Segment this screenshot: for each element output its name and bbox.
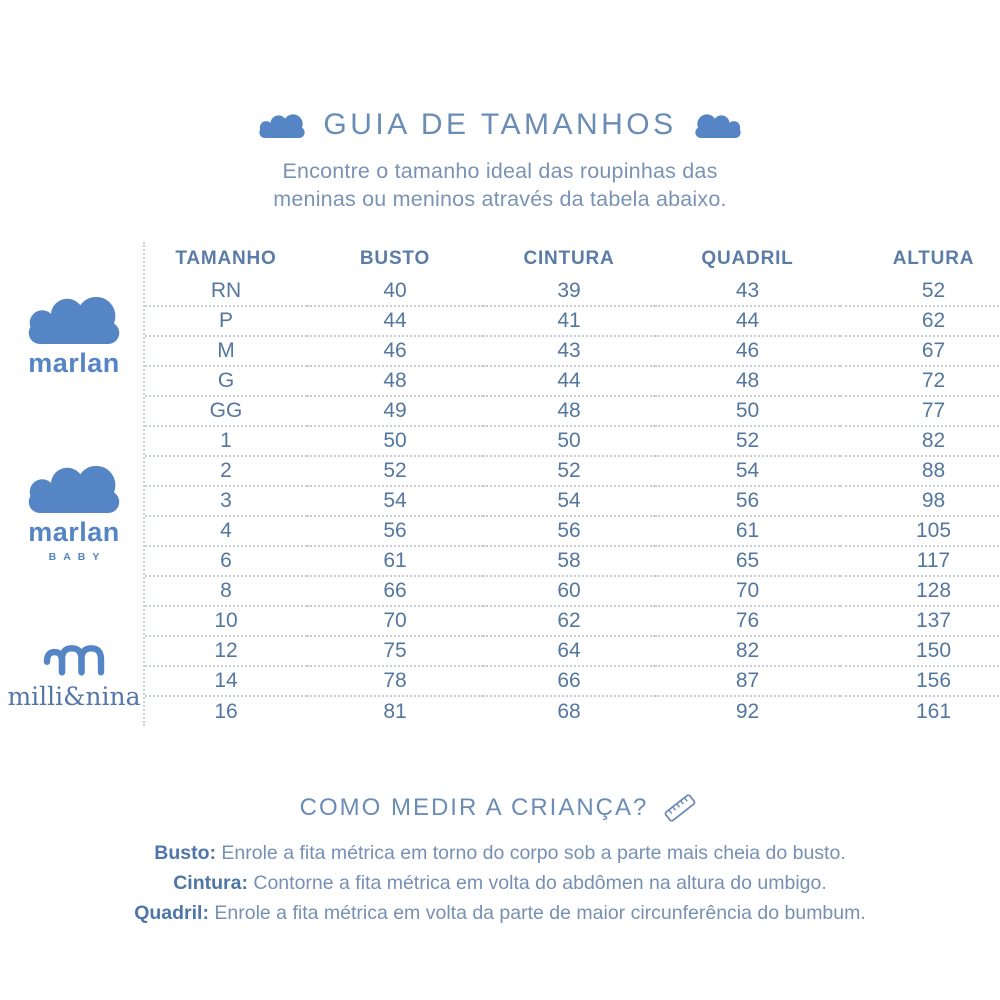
size-cell: 8 bbox=[145, 576, 307, 606]
brand-marlan-baby-logo bbox=[0, 461, 148, 563]
table-row bbox=[145, 576, 1000, 606]
measure-value-cell: 49 bbox=[307, 396, 483, 426]
measure-value-cell: 61 bbox=[307, 546, 483, 576]
size-table bbox=[145, 242, 1000, 726]
measure-value-cell: 60 bbox=[483, 576, 655, 606]
measure-label: Cintura: bbox=[173, 872, 248, 894]
measure-value-cell: 66 bbox=[307, 576, 483, 606]
measure-value-cell: 39 bbox=[557, 278, 581, 302]
cursive-m-mark-icon bbox=[41, 639, 107, 677]
subtitle-line-2: meninas ou meninos através da tabela abaixo. bbox=[273, 187, 727, 211]
table-row bbox=[145, 306, 1000, 336]
measure-line-quadril bbox=[0, 898, 1000, 928]
measure-value-cell: 92 bbox=[655, 696, 840, 726]
brand-marlan-baby-sublabel: BABY bbox=[48, 551, 107, 563]
size-cell: 3 bbox=[145, 486, 307, 516]
measure-value-cell: 52 bbox=[307, 456, 483, 486]
measure-value-cell: 78 bbox=[307, 666, 483, 696]
subtitle bbox=[0, 157, 1000, 213]
measure-guide-header bbox=[0, 790, 1000, 826]
measure-value-cell: 56 bbox=[307, 516, 483, 546]
table-row bbox=[145, 456, 1000, 486]
brand-milli-nina-logo bbox=[0, 639, 148, 711]
size-cell: 14 bbox=[145, 666, 307, 696]
size-cell: P bbox=[145, 306, 307, 336]
measure-value-cell: 64 bbox=[483, 636, 655, 666]
measure-value-cell: 68 bbox=[483, 696, 655, 726]
measure-value-cell: 137 bbox=[840, 606, 1000, 636]
measure-label: Busto: bbox=[154, 842, 216, 864]
table-row bbox=[145, 426, 1000, 456]
measure-guide-text bbox=[0, 838, 1000, 928]
measure-value-cell: 44 bbox=[483, 366, 655, 396]
measure-value-cell: 156 bbox=[840, 666, 1000, 696]
measure-value-cell: 76 bbox=[655, 606, 840, 636]
table-row bbox=[145, 606, 1000, 636]
measure-value-cell: 44 bbox=[307, 306, 483, 336]
measure-guide-heading: COMO MEDIR A CRIANÇA? bbox=[299, 794, 649, 821]
table-row bbox=[145, 396, 1000, 426]
measure-value-cell: 65 bbox=[655, 546, 840, 576]
column-header-cintura: CINTURA bbox=[523, 248, 615, 269]
measure-line-busto bbox=[0, 838, 1000, 868]
measure-label: Quadril: bbox=[134, 902, 209, 924]
size-cell: GG bbox=[145, 396, 307, 426]
size-table-head bbox=[145, 242, 1000, 276]
measure-value-cell: 66 bbox=[483, 666, 655, 696]
table-row bbox=[145, 636, 1000, 666]
measure-value-cell: 75 bbox=[307, 636, 483, 666]
brand-marlan-baby-wordmark: marlan bbox=[28, 517, 120, 547]
measure-value-cell: 87 bbox=[655, 666, 840, 696]
size-cell: 4 bbox=[145, 516, 307, 546]
measure-value-cell: 48 bbox=[655, 366, 840, 396]
cloud-icon bbox=[693, 112, 743, 138]
measure-value-cell: 50 bbox=[483, 426, 655, 456]
header-row bbox=[145, 242, 1000, 276]
size-cell: 2 bbox=[145, 456, 307, 486]
measure-value-cell: 128 bbox=[840, 576, 1000, 606]
size-table-body bbox=[145, 276, 1000, 726]
size-cell: 1 bbox=[145, 426, 307, 456]
table-row bbox=[145, 666, 1000, 696]
measure-value-cell: 54 bbox=[307, 486, 483, 516]
measure-value-cell: 54 bbox=[655, 456, 840, 486]
brand-marlan-logo bbox=[0, 292, 148, 379]
measure-value-cell: 105 bbox=[840, 516, 1000, 546]
measure-value-cell: 98 bbox=[840, 486, 1000, 516]
measure-value-cell: 50 bbox=[307, 426, 483, 456]
table-row bbox=[145, 696, 1000, 726]
measure-body: Contorne a fita métrica em volta do abdômen na altura do umbigo. bbox=[253, 872, 827, 894]
subtitle-line-1: Encontre o tamanho ideal das roupinhas das bbox=[282, 159, 718, 183]
cloud-icon bbox=[257, 112, 307, 138]
column-header-quadril: QUADRIL bbox=[701, 248, 794, 269]
table-row bbox=[145, 366, 1000, 396]
brand-column bbox=[0, 242, 148, 754]
measure-value-cell: 52 bbox=[483, 456, 655, 486]
measure-value-cell: 48 bbox=[307, 366, 483, 396]
size-cell: 16 bbox=[145, 696, 307, 726]
measure-value-cell: 56 bbox=[483, 516, 655, 546]
measure-line-cintura bbox=[0, 868, 1000, 898]
measure-value-cell: 58 bbox=[483, 546, 655, 576]
measure-value-cell: 77 bbox=[840, 396, 1000, 426]
measure-value-cell: 61 bbox=[655, 516, 840, 546]
measure-value-cell: 67 bbox=[840, 336, 1000, 366]
size-table-container bbox=[143, 242, 1000, 726]
cloud-icon bbox=[25, 461, 123, 513]
column-header-tamanho: TAMANHO bbox=[175, 248, 277, 269]
brand-marlan-wordmark: marlan bbox=[28, 348, 120, 378]
measure-value-cell: 70 bbox=[307, 606, 483, 636]
table-row bbox=[145, 516, 1000, 546]
table-row bbox=[145, 486, 1000, 516]
cloud-icon bbox=[25, 292, 123, 344]
measure-value-cell: 72 bbox=[840, 366, 1000, 396]
ruler-icon bbox=[660, 790, 700, 826]
main-section bbox=[0, 242, 1000, 754]
measure-value-cell: 54 bbox=[483, 486, 655, 516]
measure-value-cell: 70 bbox=[655, 576, 840, 606]
table-row bbox=[145, 276, 1000, 306]
measure-value-cell: 46 bbox=[307, 336, 483, 366]
measure-value-cell: 62 bbox=[483, 606, 655, 636]
brand-milli-nina-wordmark: milli&nina bbox=[7, 682, 141, 711]
measure-value-cell: 150 bbox=[840, 636, 1000, 666]
table-row bbox=[145, 336, 1000, 366]
measure-value-cell: 82 bbox=[655, 636, 840, 666]
column-header-altura: ALTURA bbox=[892, 248, 975, 269]
measure-value-cell: 62 bbox=[840, 306, 1000, 336]
size-cell: 6 bbox=[145, 546, 307, 576]
measure-value-cell: 46 bbox=[655, 336, 840, 366]
size-cell: G bbox=[145, 366, 307, 396]
measure-value-cell: 40 bbox=[383, 278, 407, 302]
measure-value-cell: 161 bbox=[840, 696, 1000, 726]
measure-value-cell: 43 bbox=[483, 336, 655, 366]
measure-value-cell: 50 bbox=[655, 396, 840, 426]
size-cell: M bbox=[145, 336, 307, 366]
measure-value-cell: 52 bbox=[921, 278, 946, 302]
measure-value-cell: 81 bbox=[307, 696, 483, 726]
size-cell: 12 bbox=[145, 636, 307, 666]
measure-value-cell: 41 bbox=[483, 306, 655, 336]
size-cell: 10 bbox=[145, 606, 307, 636]
measure-value-cell: 43 bbox=[735, 278, 760, 302]
measure-value-cell: 44 bbox=[655, 306, 840, 336]
table-row bbox=[145, 546, 1000, 576]
column-header-busto: BUSTO bbox=[359, 248, 431, 269]
measure-value-cell: 82 bbox=[840, 426, 1000, 456]
measure-value-cell: 88 bbox=[840, 456, 1000, 486]
header bbox=[0, 0, 1000, 142]
measure-value-cell: 52 bbox=[655, 426, 840, 456]
size-cell: RN bbox=[210, 278, 242, 302]
measure-value-cell: 48 bbox=[483, 396, 655, 426]
measure-value-cell: 56 bbox=[655, 486, 840, 516]
measure-value-cell: 117 bbox=[840, 546, 1000, 576]
measure-body: Enrole a fita métrica em torno do corpo sob a parte mais cheia do busto. bbox=[221, 842, 846, 864]
page-title: GUIA DE TAMANHOS bbox=[323, 108, 677, 141]
measure-body: Enrole a fita métrica em volta da parte de maior circunferência do bumbum. bbox=[214, 902, 866, 924]
